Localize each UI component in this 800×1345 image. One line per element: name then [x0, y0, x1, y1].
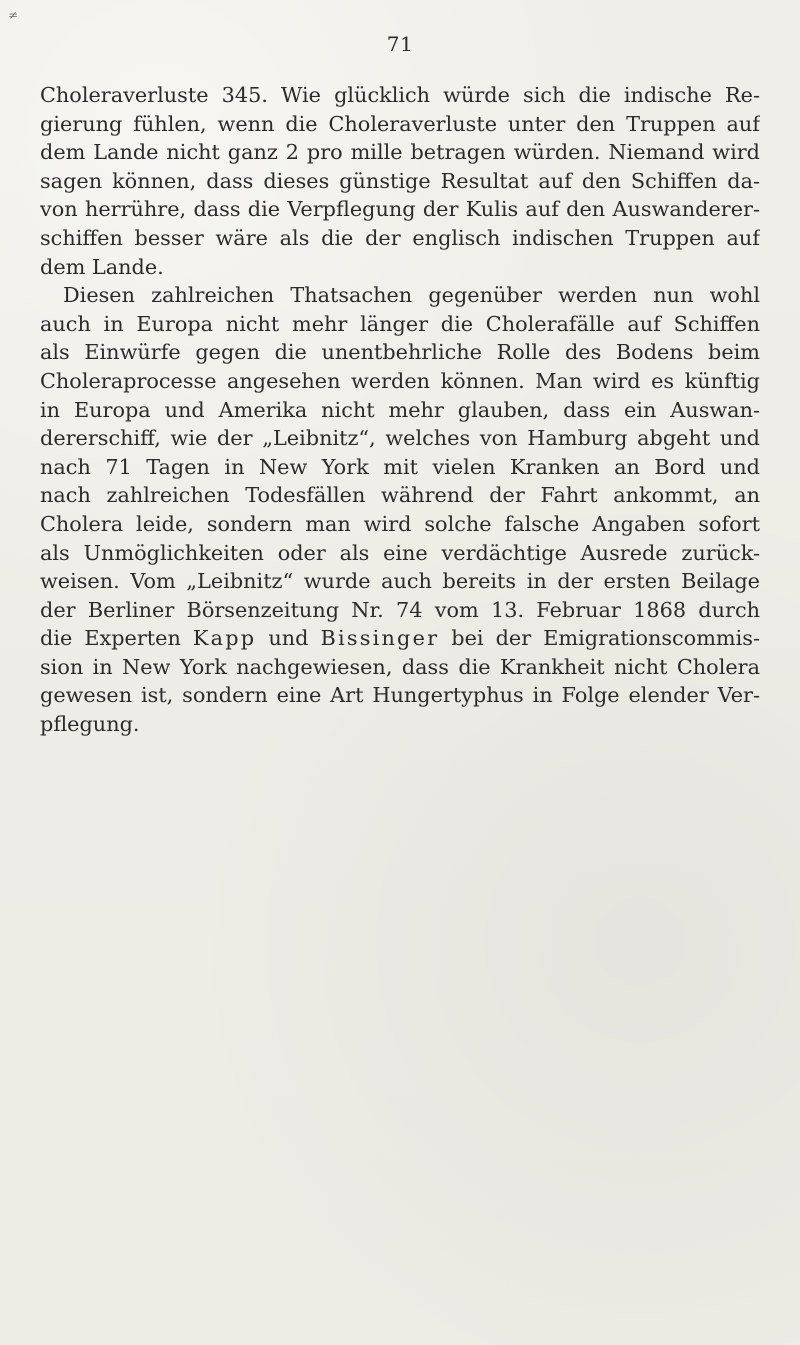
text-line: weisen. Vom „Leibnitz“ wurde auch bereits in der ersten Beilage	[40, 569, 760, 594]
text-line: in Europa und Amerika nicht mehr glauben, dass ein Auswan-	[40, 397, 760, 422]
text-line: dem Lande nicht ganz 2 pro mille betragen würden. Niemand wird	[40, 140, 760, 165]
text-line: Diesen zahlreichen Thatsachen gegenüber werden nun wohl	[63, 283, 760, 308]
text-line: auch in Europa nicht mehr länger die Cholerafälle auf Schiffen	[40, 311, 760, 336]
person-name: Kapp	[192, 626, 257, 651]
text-line: nach zahlreichen Todesfällen während der Fahrt ankommt, an	[40, 483, 760, 508]
text-line: dem Lande.	[40, 254, 164, 279]
text-line: der Berliner Börsenzeitung Nr. 74 vom 13. Februar 1868 durch	[40, 597, 760, 622]
text-fragment: und	[256, 626, 321, 651]
text-line: dererschiff, wie der „Leibnitz“, welches von Hamburg abgeht und	[40, 426, 760, 451]
text-line: Cholera leide, sondern man wird solche falsche Angaben sofort	[40, 511, 760, 536]
text-fragment: die Experten	[40, 626, 193, 651]
corner-mark: ≠	[8, 8, 19, 22]
text-line: pflegung.	[40, 712, 140, 737]
text-line: sagen können, dass dieses günstige Resultat auf den Schiffen da-	[40, 168, 760, 193]
body-text	[40, 81, 760, 739]
text-line: als Einwürfe gegen die unentbehrliche Rolle des Bodens beim	[40, 340, 760, 365]
text-line	[40, 624, 760, 653]
text-line: Choleraverluste 345. Wie glücklich würde sich die indische Re-	[40, 83, 760, 107]
text-line: von herrühre, dass die Verpflegung der Kulis auf den Auswanderer-	[40, 197, 760, 222]
person-name: Bissinger	[320, 626, 440, 651]
text-line: gewesen ist, sondern eine Art Hungertyphus in Folge elender Ver-	[40, 683, 760, 708]
text-line: nach 71 Tagen in New York mit vielen Kranken an Bord und	[40, 454, 760, 479]
text-line: Choleraprocesse angesehen werden können. Man wird es künftig	[40, 368, 760, 393]
text-line: als Unmöglichkeiten oder als eine verdächtige Ausrede zurück-	[40, 540, 760, 565]
text-line: gierung fühlen, wenn die Choleraverluste unter den Truppen auf	[40, 111, 760, 136]
page-number: 71	[386, 32, 414, 56]
text-fragment: bei der Emigrationscommis-	[439, 626, 760, 651]
text-line: sion in New York nachgewiesen, dass die Krankheit nicht Cholera	[40, 654, 760, 679]
text-line: schiffen besser wäre als die der englisch indischen Truppen auf	[40, 225, 760, 250]
